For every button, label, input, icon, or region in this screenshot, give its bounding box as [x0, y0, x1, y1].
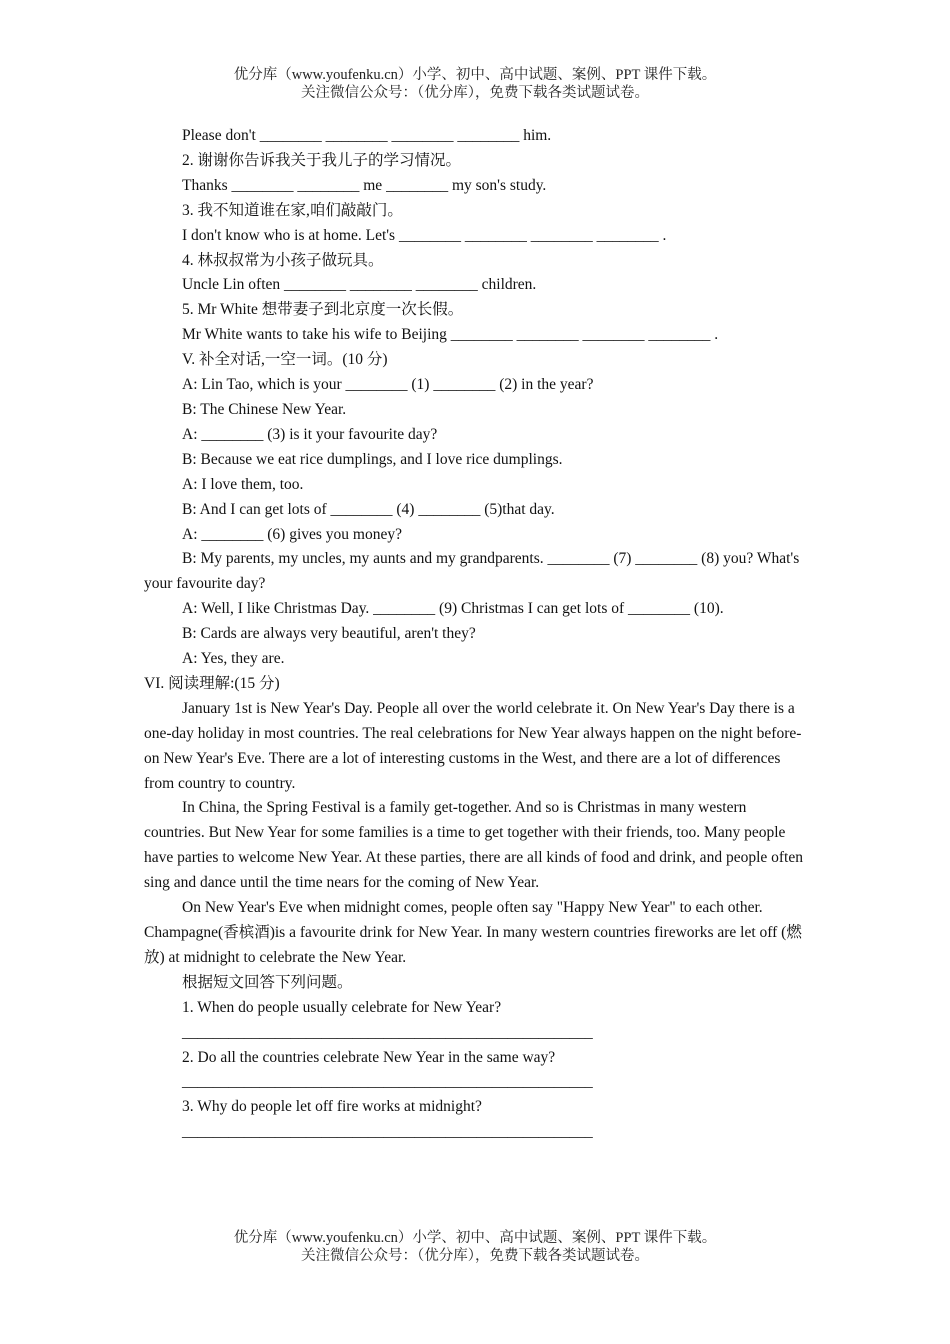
- dialogue-line: A: ________ (3) is it your favourite day?: [182, 425, 438, 443]
- answer-line: _____________________________________________________: [182, 1123, 593, 1141]
- dialogue-heading: V. 补全对话,一空一词。(10 分): [182, 351, 388, 369]
- dialogue-line: B: And I can get lots of ________ (4) ________ (5)that day.: [182, 500, 555, 518]
- dialogue-line: B: Because we eat rice dumplings, and I love rice dumplings.: [182, 450, 563, 468]
- reading-heading: VI. 阅读理解:(15 分): [144, 674, 280, 692]
- translation-q1-english: Please don't ________ ________ ________ ________ him.: [182, 127, 552, 144]
- reading-question-1: 1. When do people usually celebrate for New Year?: [182, 998, 502, 1016]
- header-line-1: 优分库（www.youfenku.cn）小学、初中、高中试题、案例、PPT 课件下载。: [233, 67, 717, 83]
- dialogue-line: A: ________ (6) gives you money?: [182, 525, 402, 543]
- reading-paragraph-3: On New Year's Eve when midnight comes, people often say "Happy New Year" to each other. Champagne(香槟酒)is a favourite drink for New Year. In many western countries fireworks are let off (燃放) at midnight to celebrate the New Year.: [144, 899, 802, 966]
- answer-line: _____________________________________________________: [182, 1023, 593, 1041]
- document-body: [144, 124, 809, 1145]
- reading-paragraph-2: In China, the Spring Festival is a family get-together. And so is Christmas in many western countries. But New Year for some families is a time to get together with their friends, too. Many people have parties to welcome New Year. At these parties, there are all kinds of food and drink, and people often sing and dance until the time nears for the coming of New Year.: [144, 799, 803, 892]
- dialogue-line: A: Yes, they are.: [182, 650, 285, 668]
- reading-paragraph-1: January 1st is New Year's Day. People all over the world celebrate it. On New Year's Day there is a one-day holiday in most countries. The real celebrations for New Year always happen on the night before-on New Year's Eve. There are a lot of interesting customs in the West, and there are a lot of differences from country to country.: [144, 699, 802, 792]
- translation-q5-chinese: 5. Mr White 想带妻子到北京度一次长假。: [182, 301, 464, 319]
- footer-line-1: 优分库（www.youfenku.cn）小学、初中、高中试题、案例、PPT 课件下载。: [233, 1230, 717, 1246]
- page-header: [0, 66, 950, 102]
- reading-instruction: 根据短文回答下列问题。: [182, 973, 353, 991]
- page-footer: [0, 1229, 950, 1265]
- dialogue-line: A: I love them, too.: [182, 475, 304, 493]
- dialogue-line: A: Well, I like Christmas Day. ________ (9) Christmas I can get lots of ________ (10).: [182, 600, 724, 618]
- reading-question-3: 3. Why do people let off fire works at midnight?: [182, 1098, 482, 1116]
- reading-question-2: 2. Do all the countries celebrate New Year in the same way?: [182, 1048, 556, 1066]
- translation-q2-english: Thanks ________ ________ me ________ my son's study.: [182, 176, 547, 194]
- dialogue-line: B: Cards are always very beautiful, aren't they?: [182, 625, 476, 643]
- dialogue-line: B: My parents, my uncles, my aunts and my grandparents. ________ (7) ________ (8) you? What's your favourite day?: [144, 550, 800, 593]
- footer-line-2: 关注微信公众号：（优分库），免费下载各类试题试卷。: [301, 1248, 649, 1264]
- translation-q4-chinese: 4. 林叔叔常为小孩子做玩具。: [182, 251, 384, 269]
- dialogue-line: B: The Chinese New Year.: [182, 400, 347, 418]
- translation-q3-english: I don't know who is at home. Let's ________ ________ ________ ________ .: [182, 226, 667, 244]
- answer-line: _____________________________________________________: [182, 1073, 593, 1091]
- header-line-2: 关注微信公众号：（优分库），免费下载各类试题试卷。: [301, 85, 649, 101]
- translation-q3-chinese: 3. 我不知道谁在家,咱们敲敲门。: [182, 201, 403, 219]
- translation-q2-chinese: 2. 谢谢你告诉我关于我儿子的学习情况。: [182, 151, 462, 169]
- translation-q4-english: Uncle Lin often ________ ________ ________ children.: [182, 276, 537, 294]
- dialogue-line: A: Lin Tao, which is your ________ (1) ________ (2) in the year?: [182, 376, 594, 394]
- translation-q5-english: Mr White wants to take his wife to Beijing ________ ________ ________ ________ .: [182, 326, 719, 344]
